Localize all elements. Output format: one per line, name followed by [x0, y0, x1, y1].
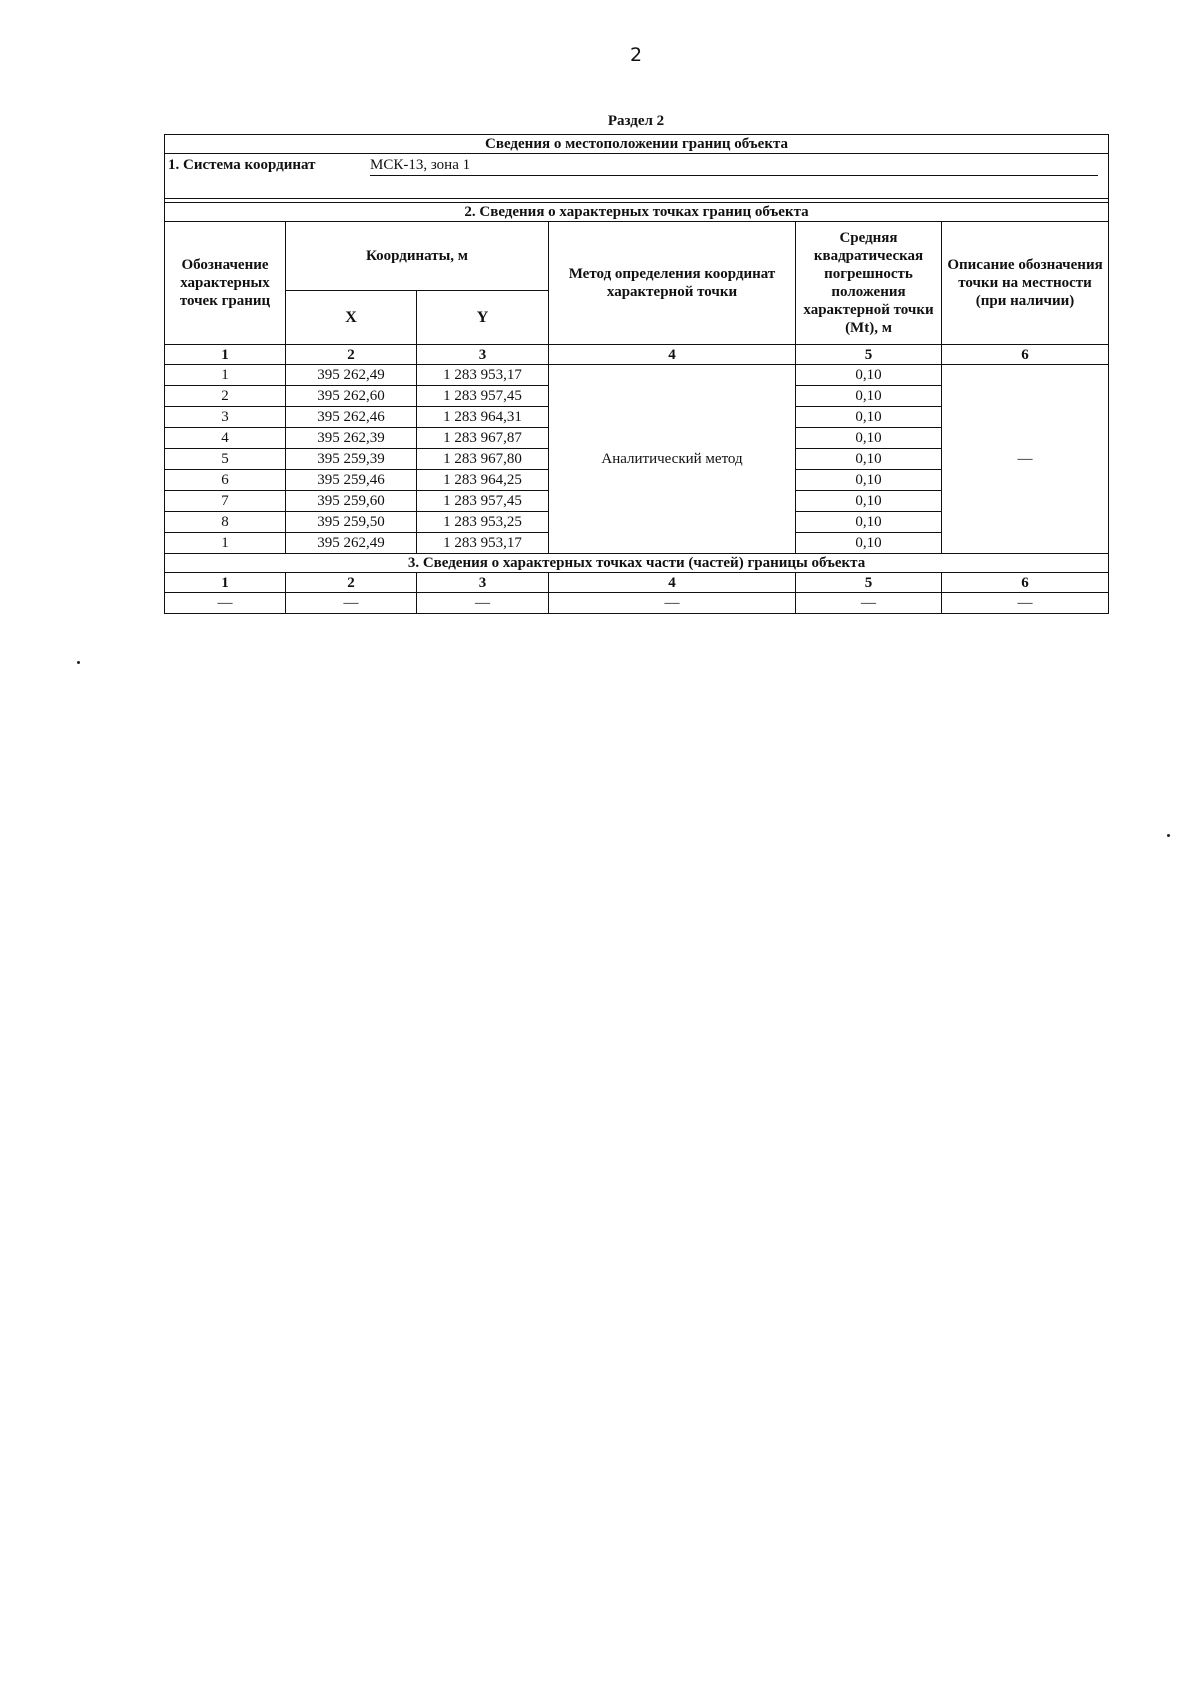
parts-column-numbers-row: [165, 573, 1109, 593]
header-y: Y: [417, 291, 549, 345]
parts-section-title: 3. Сведения о характерных точках части (частей) границы объекта: [165, 554, 1109, 573]
column-number: 4: [549, 345, 796, 365]
point-id: 1: [165, 365, 286, 386]
empty-cell: —: [796, 593, 942, 614]
point-y: 1 283 967,80: [417, 449, 549, 470]
point-y: 1 283 964,31: [417, 407, 549, 428]
point-mt: 0,10: [796, 533, 942, 554]
coordinate-system-divider: [165, 198, 1108, 199]
point-id: 5: [165, 449, 286, 470]
points-column-numbers-row: [165, 345, 1109, 365]
point-y: 1 283 953,25: [417, 512, 549, 533]
point-x: 395 262,49: [286, 533, 417, 554]
scan-speck: [77, 661, 80, 664]
column-number: 6: [942, 345, 1109, 365]
column-number: 2: [286, 573, 417, 593]
points-section-title: 2. Сведения о характерных точках границ объекта: [165, 203, 1109, 222]
point-y: 1 283 953,17: [417, 533, 549, 554]
header-method: Метод определения координат характерной точки: [549, 222, 796, 345]
empty-cell: —: [549, 593, 796, 614]
point-id: 4: [165, 428, 286, 449]
point-x: 395 259,50: [286, 512, 417, 533]
empty-cell: —: [165, 593, 286, 614]
column-number: 5: [796, 345, 942, 365]
point-mt: 0,10: [796, 470, 942, 491]
column-number: 5: [796, 573, 942, 593]
point-y: 1 283 957,45: [417, 386, 549, 407]
header-error: Средняя квадратическая погрешность положения характерной точки (Mt), м: [796, 222, 942, 345]
column-number: 1: [165, 573, 286, 593]
point-mt: 0,10: [796, 407, 942, 428]
column-number: 4: [549, 573, 796, 593]
point-id: 3: [165, 407, 286, 428]
empty-cell: —: [942, 593, 1109, 614]
header-description: Описание обозначения точки на местности (при наличии): [942, 222, 1109, 345]
point-y: 1 283 957,45: [417, 491, 549, 512]
column-number: 2: [286, 345, 417, 365]
coordinate-system-row: [165, 154, 1109, 203]
empty-cell: —: [417, 593, 549, 614]
boundary-table: [164, 134, 1109, 614]
point-id: 2: [165, 386, 286, 407]
scan-speck: [1167, 834, 1170, 837]
point-mt: 0,10: [796, 449, 942, 470]
column-number: 6: [942, 573, 1109, 593]
point-mt: 0,10: [796, 428, 942, 449]
point-id: 1: [165, 533, 286, 554]
page-number: 2: [629, 44, 643, 66]
point-mt: 0,10: [796, 512, 942, 533]
table-row: [165, 365, 1109, 386]
coordinate-system-label: 1. Система координат: [168, 157, 316, 173]
point-x: 395 262,46: [286, 407, 417, 428]
column-number: 3: [417, 573, 549, 593]
section-title: Раздел 2: [607, 113, 665, 129]
header-designation: Обозначение характерных точек границ: [165, 222, 286, 345]
column-number: 3: [417, 345, 549, 365]
description-value: —: [942, 365, 1109, 554]
method-value: Аналитический метод: [549, 365, 796, 554]
coordinate-system-value: МСК-13, зона 1: [370, 157, 471, 173]
point-x: 395 259,46: [286, 470, 417, 491]
point-mt: 0,10: [796, 491, 942, 512]
point-x: 395 262,39: [286, 428, 417, 449]
column-number: 1: [165, 345, 286, 365]
point-y: 1 283 967,87: [417, 428, 549, 449]
point-mt: 0,10: [796, 365, 942, 386]
table-title: Сведения о местоположении границ объекта: [165, 135, 1109, 154]
header-coordinates: Координаты, м: [286, 222, 549, 291]
header-x: X: [286, 291, 417, 345]
point-id: 7: [165, 491, 286, 512]
point-y: 1 283 964,25: [417, 470, 549, 491]
empty-cell: —: [286, 593, 417, 614]
point-mt: 0,10: [796, 386, 942, 407]
point-id: 6: [165, 470, 286, 491]
point-x: 395 262,49: [286, 365, 417, 386]
point-x: 395 259,60: [286, 491, 417, 512]
point-x: 395 259,39: [286, 449, 417, 470]
point-x: 395 262,60: [286, 386, 417, 407]
point-y: 1 283 953,17: [417, 365, 549, 386]
point-id: 8: [165, 512, 286, 533]
coordinate-system-underline: [370, 175, 1098, 176]
table-row: [165, 593, 1109, 614]
